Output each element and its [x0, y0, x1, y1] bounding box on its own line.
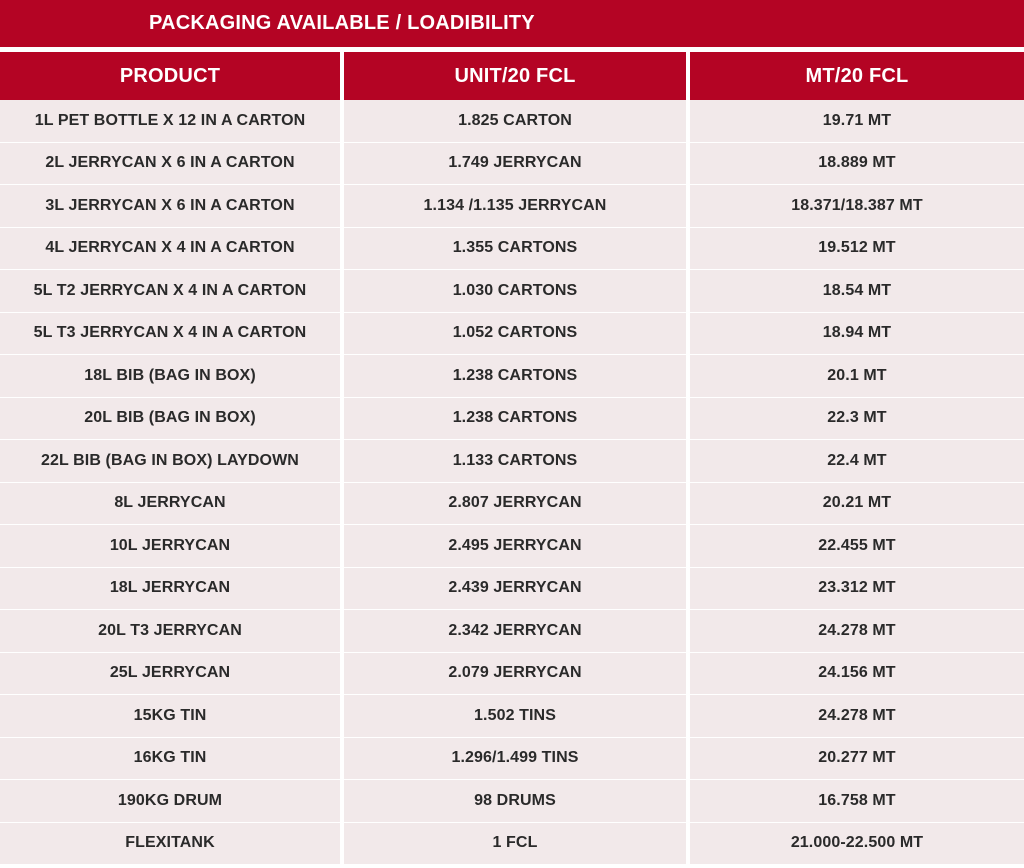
product-cell: 4L JERRYCAN X 4 IN A CARTON	[0, 228, 340, 271]
mt-cell: 20.277 MT	[690, 738, 1024, 781]
table-row	[0, 483, 1024, 526]
product-cell: 5L T3 JERRYCAN X 4 IN A CARTON	[0, 313, 340, 356]
product-cell: 10L JERRYCAN	[0, 525, 340, 568]
table-row	[0, 185, 1024, 228]
product-cell: 8L JERRYCAN	[0, 483, 340, 526]
mt-cell: 18.889 MT	[690, 143, 1024, 186]
product-cell: 2L JERRYCAN X 6 IN A CARTON	[0, 143, 340, 186]
table-row	[0, 780, 1024, 823]
unit-cell: 2.079 JERRYCAN	[344, 653, 686, 696]
mt-cell: 19.512 MT	[690, 228, 1024, 271]
unit-cell: 1.749 JERRYCAN	[344, 143, 686, 186]
product-cell: 20L BIB (BAG IN BOX)	[0, 398, 340, 441]
table-row	[0, 440, 1024, 483]
mt-cell: 21.000-22.500 MT	[690, 823, 1024, 866]
mt-cell: 22.4 MT	[690, 440, 1024, 483]
table-row	[0, 653, 1024, 696]
data-table	[0, 52, 1024, 865]
header-unit-20-fcl: UNIT/20 FCL	[344, 52, 686, 100]
unit-cell: 1.502 TINS	[344, 695, 686, 738]
product-cell: 25L JERRYCAN	[0, 653, 340, 696]
header-product: PRODUCT	[0, 52, 340, 100]
table-row	[0, 525, 1024, 568]
mt-cell: 24.156 MT	[690, 653, 1024, 696]
product-cell: 16KG TIN	[0, 738, 340, 781]
product-cell: 190KG DRUM	[0, 780, 340, 823]
unit-cell: 1.133 CARTONS	[344, 440, 686, 483]
unit-cell: 1.296/1.499 TINS	[344, 738, 686, 781]
mt-cell: 22.3 MT	[690, 398, 1024, 441]
mt-cell: 19.71 MT	[690, 100, 1024, 143]
mt-cell: 23.312 MT	[690, 568, 1024, 611]
product-cell: 15KG TIN	[0, 695, 340, 738]
mt-cell: 24.278 MT	[690, 610, 1024, 653]
mt-cell: 20.1 MT	[690, 355, 1024, 398]
header-row	[0, 52, 1024, 100]
unit-cell: 1.030 CARTONS	[344, 270, 686, 313]
unit-cell: 2.439 JERRYCAN	[344, 568, 686, 611]
mt-cell: 16.758 MT	[690, 780, 1024, 823]
unit-cell: 1.355 CARTONS	[344, 228, 686, 271]
unit-cell: 98 DRUMS	[344, 780, 686, 823]
table-row	[0, 568, 1024, 611]
table-row	[0, 610, 1024, 653]
unit-cell: 2.807 JERRYCAN	[344, 483, 686, 526]
mt-cell: 20.21 MT	[690, 483, 1024, 526]
product-cell: 5L T2 JERRYCAN X 4 IN A CARTON	[0, 270, 340, 313]
product-cell: 1L PET BOTTLE X 12 IN A CARTON	[0, 100, 340, 143]
table-title: PACKAGING AVAILABLE / LOADIBILITY	[149, 12, 535, 34]
unit-cell: 1 FCL	[344, 823, 686, 866]
unit-cell: 1.134 /1.135 JERRYCAN	[344, 185, 686, 228]
unit-cell: 2.495 JERRYCAN	[344, 525, 686, 568]
mt-cell: 18.94 MT	[690, 313, 1024, 356]
table-row	[0, 398, 1024, 441]
unit-cell: 1.238 CARTONS	[344, 398, 686, 441]
mt-cell: 18.371/18.387 MT	[690, 185, 1024, 228]
unit-cell: 1.052 CARTONS	[344, 313, 686, 356]
unit-cell: 2.342 JERRYCAN	[344, 610, 686, 653]
mt-cell: 22.455 MT	[690, 525, 1024, 568]
table-row	[0, 100, 1024, 143]
mt-cell: 24.278 MT	[690, 695, 1024, 738]
product-cell: 22L BIB (BAG IN BOX) LAYDOWN	[0, 440, 340, 483]
table-row	[0, 355, 1024, 398]
product-cell: 18L JERRYCAN	[0, 568, 340, 611]
table-row	[0, 270, 1024, 313]
product-cell: 20L T3 JERRYCAN	[0, 610, 340, 653]
mt-cell: 18.54 MT	[690, 270, 1024, 313]
title-bar	[0, 0, 1024, 47]
table-row	[0, 313, 1024, 356]
table-row	[0, 143, 1024, 186]
table-row	[0, 823, 1024, 866]
unit-cell: 1.238 CARTONS	[344, 355, 686, 398]
header-mt-20-fcl: MT/20 FCL	[690, 52, 1024, 100]
product-cell: 18L BIB (BAG IN BOX)	[0, 355, 340, 398]
table-row	[0, 738, 1024, 781]
table-row	[0, 228, 1024, 271]
table-row	[0, 695, 1024, 738]
product-cell: FLEXITANK	[0, 823, 340, 866]
unit-cell: 1.825 CARTON	[344, 100, 686, 143]
product-cell: 3L JERRYCAN X 6 IN A CARTON	[0, 185, 340, 228]
